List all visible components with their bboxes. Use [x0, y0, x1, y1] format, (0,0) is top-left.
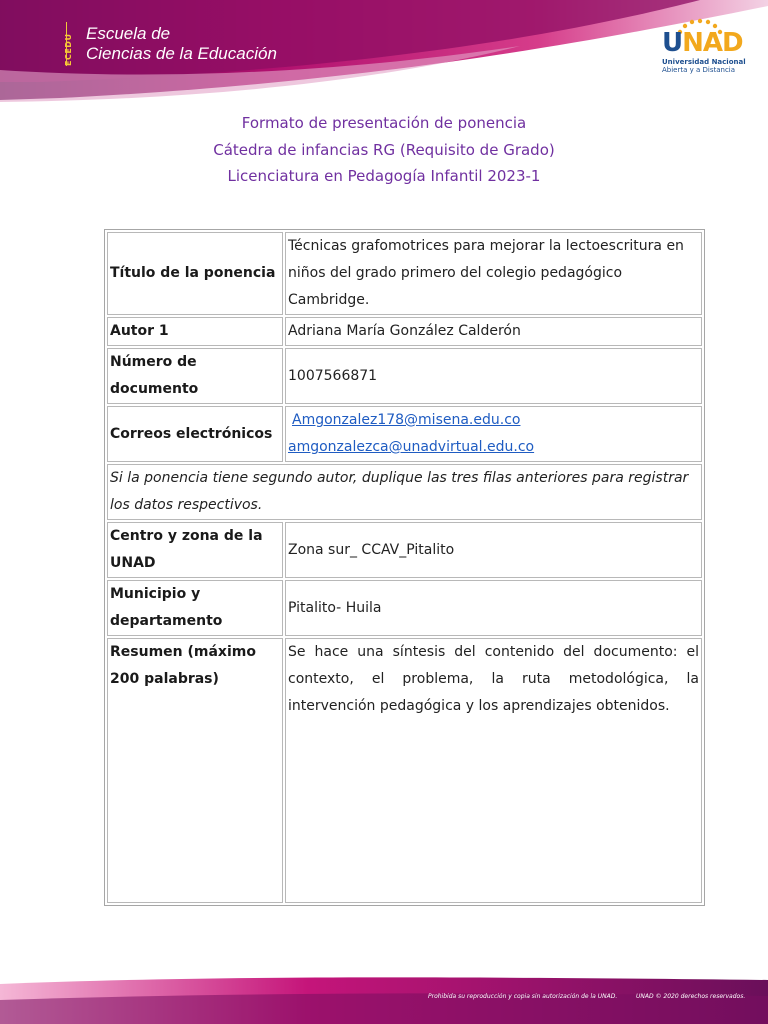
title-format: Formato de presentación de ponencia: [241, 114, 527, 132]
row-municipio: [107, 580, 702, 636]
row-resumen: [107, 638, 702, 903]
logo-letters: [662, 28, 743, 58]
value-centro: Zona sur_ CCAV_Pitalito: [285, 522, 702, 578]
row-autor: [107, 317, 702, 346]
logo-letter-u: U: [662, 28, 683, 58]
label-correos: Correos electrónicos: [107, 406, 283, 462]
school-name: [86, 24, 277, 64]
title-catedra: Cátedra de infancias RG (Requisito de Grado): [213, 141, 555, 159]
value-documento: 1007566871: [285, 348, 702, 404]
row-note: [107, 464, 702, 520]
row-correos: [107, 406, 702, 462]
label-centro: Centro y zona de la UNAD: [107, 522, 283, 578]
logo-subtitle-1: Universidad Nacional: [662, 58, 746, 66]
value-titulo: Técnicas grafomotrices para mejorar la lectoescritura en niños del grado primero del colegio pedagógico Cambridge.: [285, 232, 702, 315]
value-municipio: Pitalito- Huila: [285, 580, 702, 636]
label-municipio: Municipio y departamento: [107, 580, 283, 636]
school-tag: [66, 22, 78, 66]
value-autor: Adriana María González Calderón: [285, 317, 702, 346]
label-titulo: Título de la ponencia: [107, 232, 283, 315]
school-tag-text: ECEDU: [64, 33, 73, 66]
label-documento: Número de documento: [107, 348, 283, 404]
note-segundo-autor: Si la ponencia tiene segundo autor, duplique las tres filas anteriores para registrar los datos respectivos.: [107, 464, 702, 520]
value-correos: [285, 406, 702, 462]
ponencia-table: [104, 229, 705, 906]
logo-subtitle-2: Abierta y a Distancia: [662, 66, 736, 74]
row-centro: [107, 522, 702, 578]
email-link-1[interactable]: Amgonzalez178@misena.edu.co: [292, 412, 521, 428]
row-documento: [107, 348, 702, 404]
label-resumen: Resumen (máximo 200 palabras): [107, 638, 283, 903]
email-link-2[interactable]: amgonzalezca@unadvirtual.edu.co: [288, 439, 535, 455]
footer-note: Prohibida su reproducción y copia sin autorización de la UNAD.: [428, 993, 618, 1000]
value-resumen: Se hace una síntesis del contenido del documento: el contexto, el problema, la ruta metodológica, la intervención pedagógica y los aprendizajes obtenidos.: [285, 638, 702, 903]
unad-logo: [660, 18, 744, 80]
footer-copyright: UNAD © 2020 derechos reservados.: [636, 993, 746, 1000]
label-autor: Autor 1: [107, 317, 283, 346]
row-titulo: [107, 232, 702, 315]
logo-letters-nad: NAD: [682, 28, 743, 58]
school-name-line2: Ciencias de la Educación: [86, 44, 277, 63]
school-name-line1: Escuela de: [86, 24, 171, 43]
title-licenciatura: Licenciatura en Pedagogía Infantil 2023-1: [227, 167, 541, 185]
